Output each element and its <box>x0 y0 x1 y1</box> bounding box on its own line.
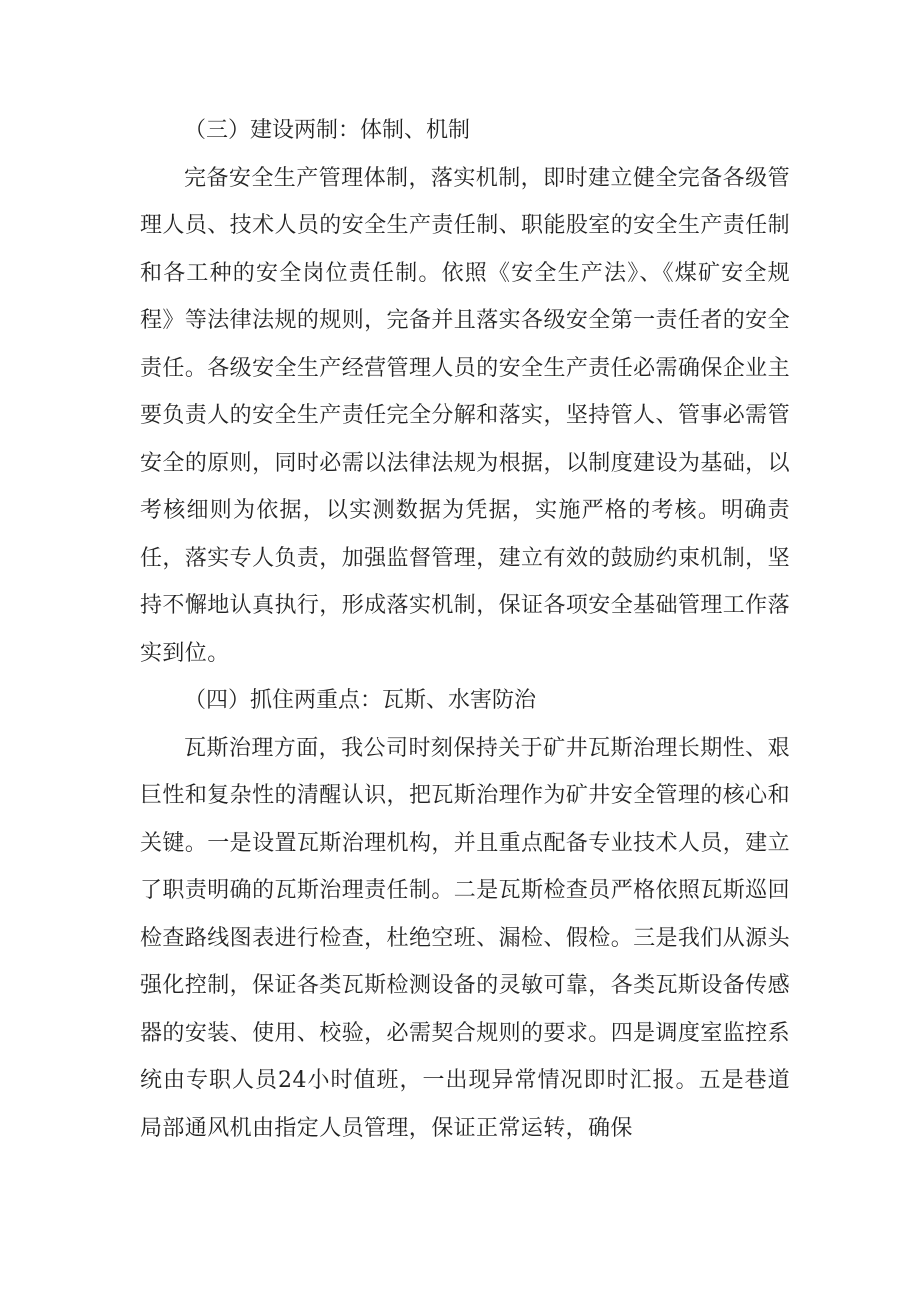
section-paragraph-3: 完备安全生产管理体制，落实机制，即时建立健全完备各级管理人员、技术人员的安全生产责任制、职能股室的安全生产责任制和各工种的安全岗位责任制。依照《安全生产法》、《煤矿安全规程》等法律法规的规则，完备并且落实各级安全第一责任者的安全责任。各级安全生产经营管理人员的安全生产责任必需确保企业主要负责人的安全生产责任完全分解和落实，坚持管人、管事必需管安全的原则，同时必需以法律法规为根据，以制度建设为基础，以考核细则为依据，以实测数据为凭据，实施严格的考核。明确责任，落实专人负责，加强监督管理，建立有效的鼓励约束机制，坚持不懈地认真执行，形成落实机制，保证各项安全基础管理工作落实到位。 <box>140 165 790 666</box>
document-body <box>140 107 790 1152</box>
section-heading-3: （三）建设两制：体制、机制 <box>184 118 471 143</box>
section-paragraph-4: 瓦斯治理方面，我公司时刻保持关于矿井瓦斯治理长期性、艰巨性和复杂性的清醒认识，把瓦斯治理作为矿井安全管理的核心和关键。一是设置瓦斯治理机构，并且重点配备专业技术人员，建立了职责明确的瓦斯治理责任制。二是瓦斯检查员严格依照瓦斯巡回检查路线图表进行检查，杜绝空班、漏检、假检。三是我们从源头强化控制，保证各类瓦斯检测设备的灵敏可靠，各类瓦斯设备传感器的安装、使用、校验，必需契合规则的要求。四是调度室监控系统由专职人员24小时值班，一出现异常情况即时汇报。五是巷道局部通风机由指定人员管理，保证正常运转，确保 <box>140 735 790 1141</box>
section-heading-4: （四）抓住两重点：瓦斯、水害防治 <box>184 688 537 713</box>
